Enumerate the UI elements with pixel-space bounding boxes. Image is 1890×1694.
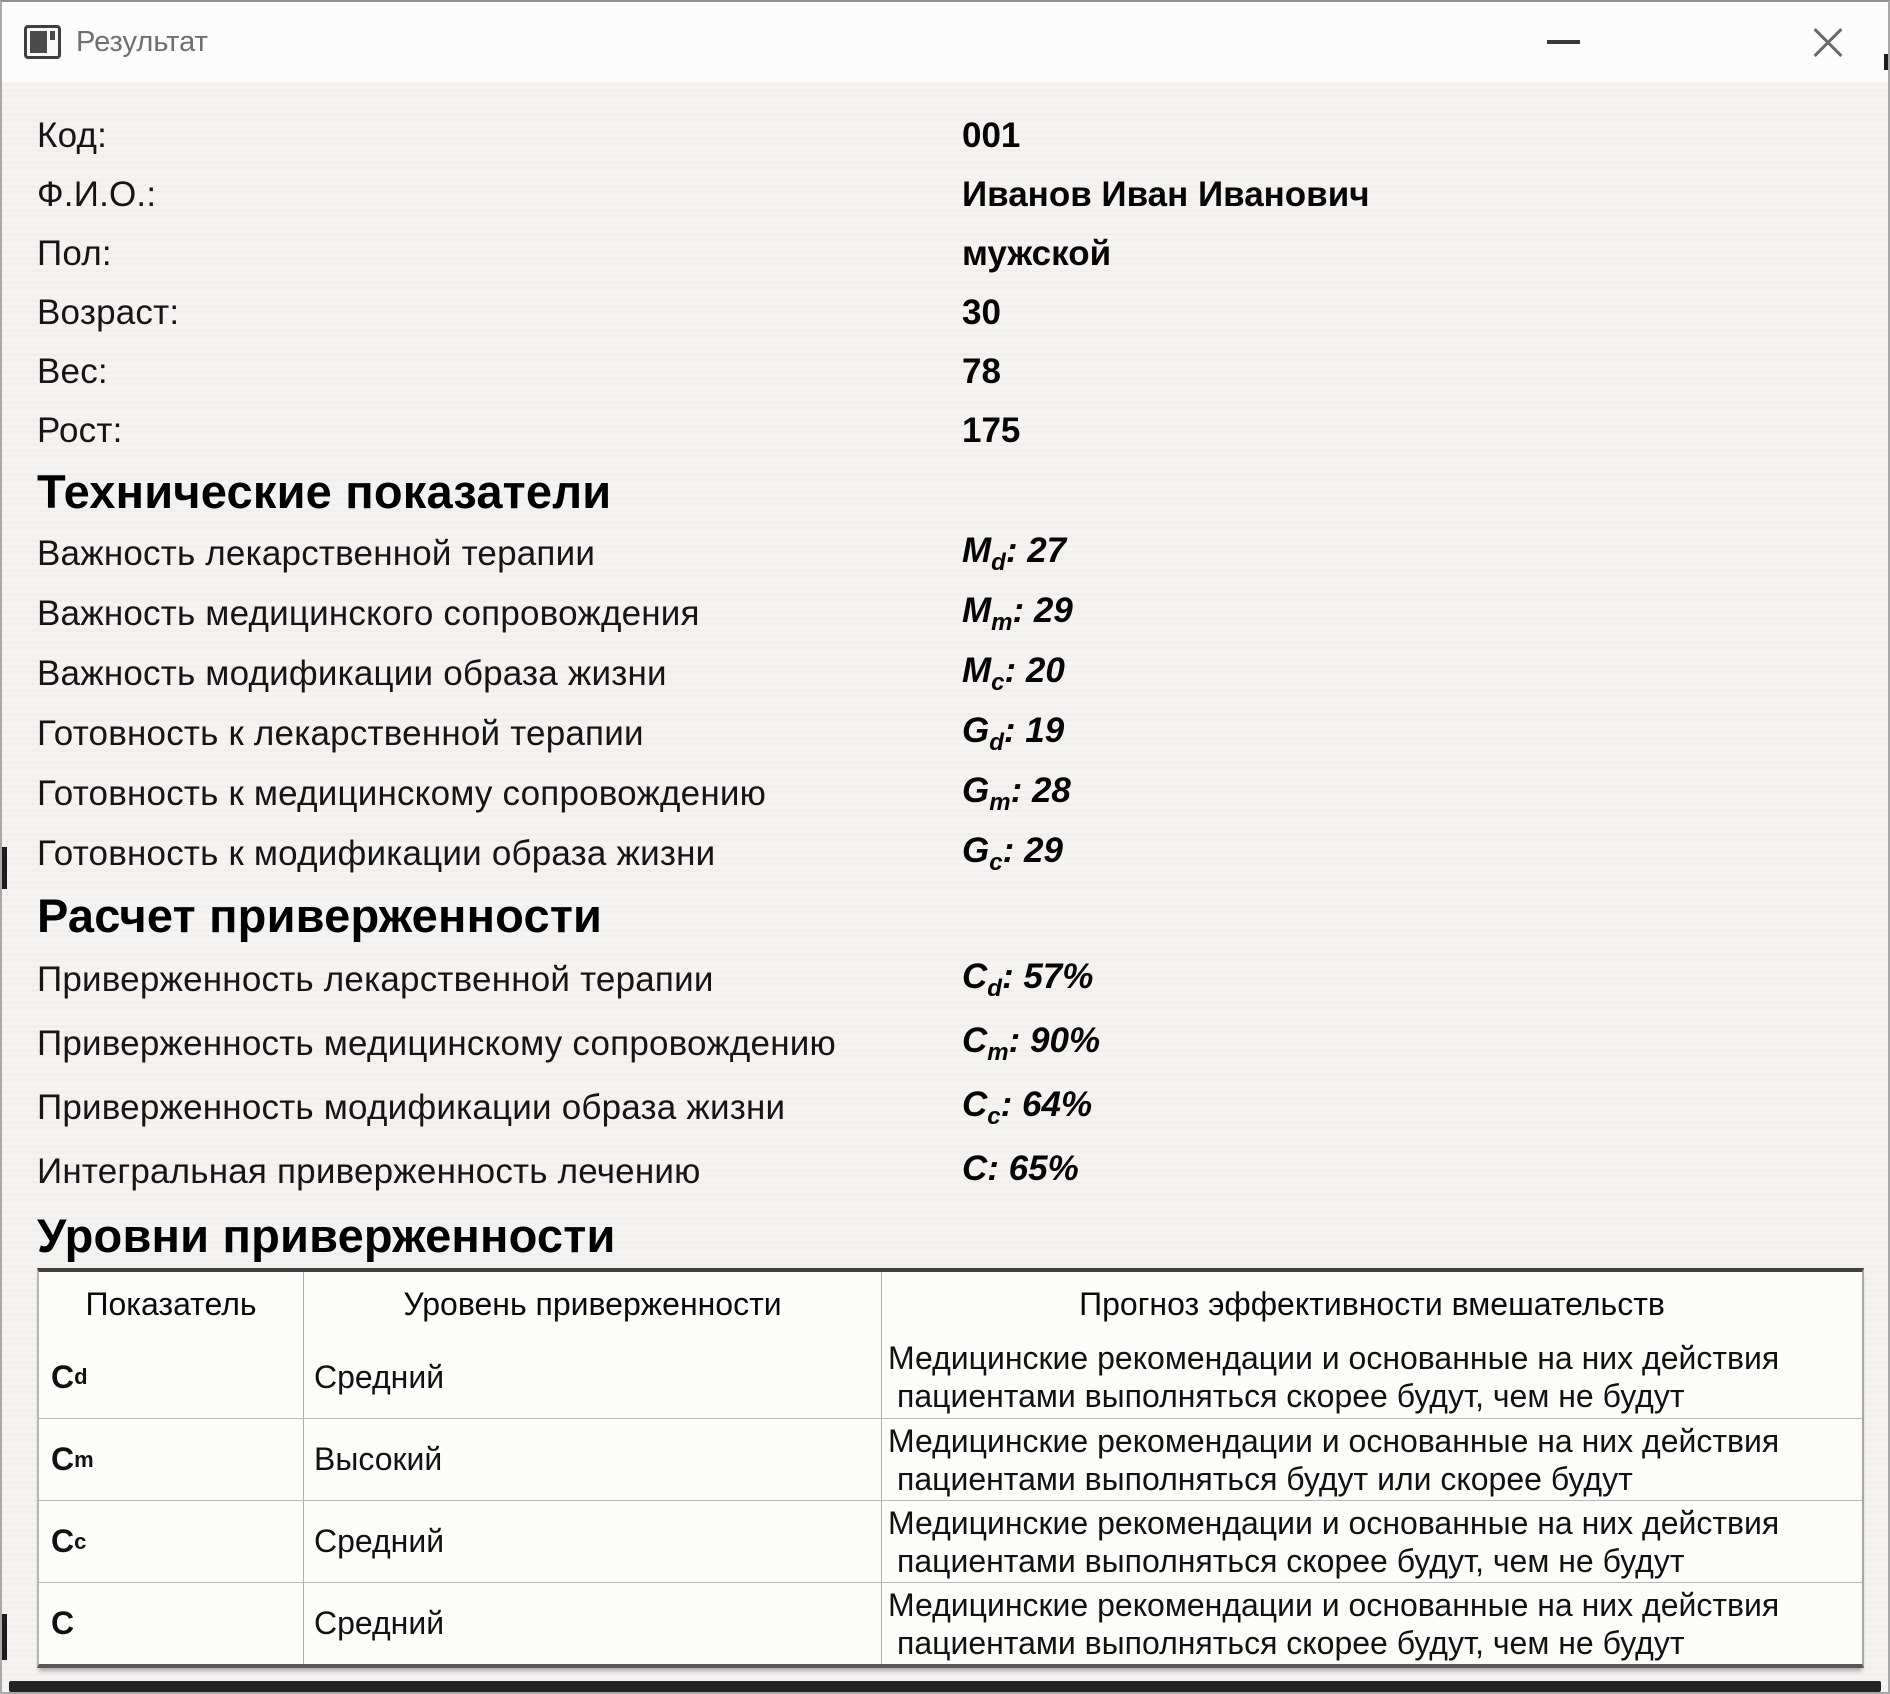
table-cell-indicator: C d [39,1336,304,1418]
tech-row [37,764,1860,824]
patient-age-row [37,283,1860,342]
patient-name-value: Иванов Иван Иванович [962,174,1370,214]
tech-row [37,824,1860,884]
patient-code-label: Код: [37,115,108,155]
tech-label: Важность лекарственной терапии [37,534,596,573]
table-cell-prognosis: Медицинские рекомендации и основанные на них действия пациентами выполняться скорее будут, чем не будут [888,1340,1780,1414]
tech-value: $G_m$: 28 [962,771,1071,816]
adherence-row [37,948,1860,1012]
scan-artifact [1884,54,1888,70]
table-cell-indicator: C m [39,1418,304,1500]
tech-label: Готовность к модификации образа жизни [37,834,716,873]
patient-code-value: 001 [962,115,1021,155]
result-content [2,82,1888,1668]
patient-weight-row [37,342,1860,401]
patient-name-label: Ф.И.О.: [37,174,157,214]
patient-sex-value: мужской [962,233,1112,273]
scan-artifact [2,1614,7,1660]
adherence-heading: Расчет приверженности [37,889,603,942]
tech-row [37,644,1860,704]
tech-label: Важность модификации образа жизни [37,654,667,693]
tech-row [37,704,1860,764]
close-button[interactable] [1798,14,1856,72]
levels-heading: Уровни приверженности [37,1209,616,1262]
adherence-value: C: 65% [962,1149,1079,1188]
table-cell-level: Средний [304,1500,882,1582]
column-header-level: Уровень приверженности [304,1272,882,1336]
adherence-label: Интегральная приверженность лечению [37,1152,701,1191]
patient-sex-row [37,224,1860,283]
app-icon-fill [30,31,47,53]
window-title: Результат [76,25,208,58]
app-icon-tick [50,31,55,40]
adherence-value: $C_m$: 90% [962,1021,1101,1066]
table-cell-prognosis: Медицинские рекомендации и основанные на них действия пациентами выполняться скорее будут, чем не будут [882,1582,1862,1664]
column-header-indicator: Показатель [39,1272,304,1336]
adherence-value: $C_d$: 57% [962,957,1094,1002]
tech-label: Готовность к медицинскому сопровождению [37,774,767,813]
table-cell-prognosis: Медицинские рекомендации и основанные на них действия пациентами выполняться будут или скорее будут [882,1418,1862,1500]
tech-label: Готовность к лекарственной терапии [37,714,644,753]
tech-value: $G_c$: 29 [962,831,1063,876]
adherence-label: Приверженность лекарственной терапии [37,960,714,999]
title-bar[interactable] [2,2,1888,82]
patient-age-label: Возраст: [37,292,180,332]
table-cell-level: Высокий [304,1418,882,1500]
patient-age-value: 30 [962,292,1001,332]
tech-label: Важность медицинского сопровождения [37,594,700,633]
adherence-value: $C_c$: 64% [962,1085,1093,1130]
adherence-label: Приверженность медицинскому сопровождению [37,1024,836,1063]
patient-sex-label: Пол: [37,233,112,273]
table-cell-level: Средний [304,1336,882,1418]
adherence-row [37,1012,1860,1076]
minimize-button[interactable] [1530,18,1596,66]
patient-name-row [37,165,1860,224]
app-window-icon[interactable] [24,25,61,59]
tech-value: $M_d$: 27 [962,531,1067,576]
adherence-row [37,1140,1860,1204]
tech-value: $M_c$: 20 [962,651,1065,696]
adherence-label: Приверженность модификации образа жизни [37,1088,786,1127]
patient-weight-value: 78 [962,351,1001,391]
patient-weight-label: Вес: [37,351,108,391]
patient-height-label: Рост: [37,410,123,450]
table-cell-level: Средний [304,1582,882,1664]
tech-row [37,524,1860,584]
patient-code-row [37,106,1860,165]
levels-table [37,1268,1864,1668]
adherence-row [37,1076,1860,1140]
column-header-prognosis: Прогноз эффективности вмешательств [1079,1285,1665,1322]
table-cell-prognosis: Медицинские рекомендации и основанные на них действия пациентами выполняться скорее будут, чем не будут [882,1500,1862,1582]
bottom-border-bar [9,1681,1881,1692]
table-cell-indicator: C c [39,1500,304,1582]
patient-height-row [37,401,1860,460]
tech-value: $M_m$: 29 [962,591,1073,636]
tech-row [37,584,1860,644]
technical-heading: Технические показатели [37,465,612,518]
table-cell-indicator: C [39,1582,304,1664]
patient-height-value: 175 [962,410,1021,450]
tech-value: $G_d$: 19 [962,711,1065,756]
minimize-icon [1547,40,1580,44]
scan-artifact [2,847,7,889]
